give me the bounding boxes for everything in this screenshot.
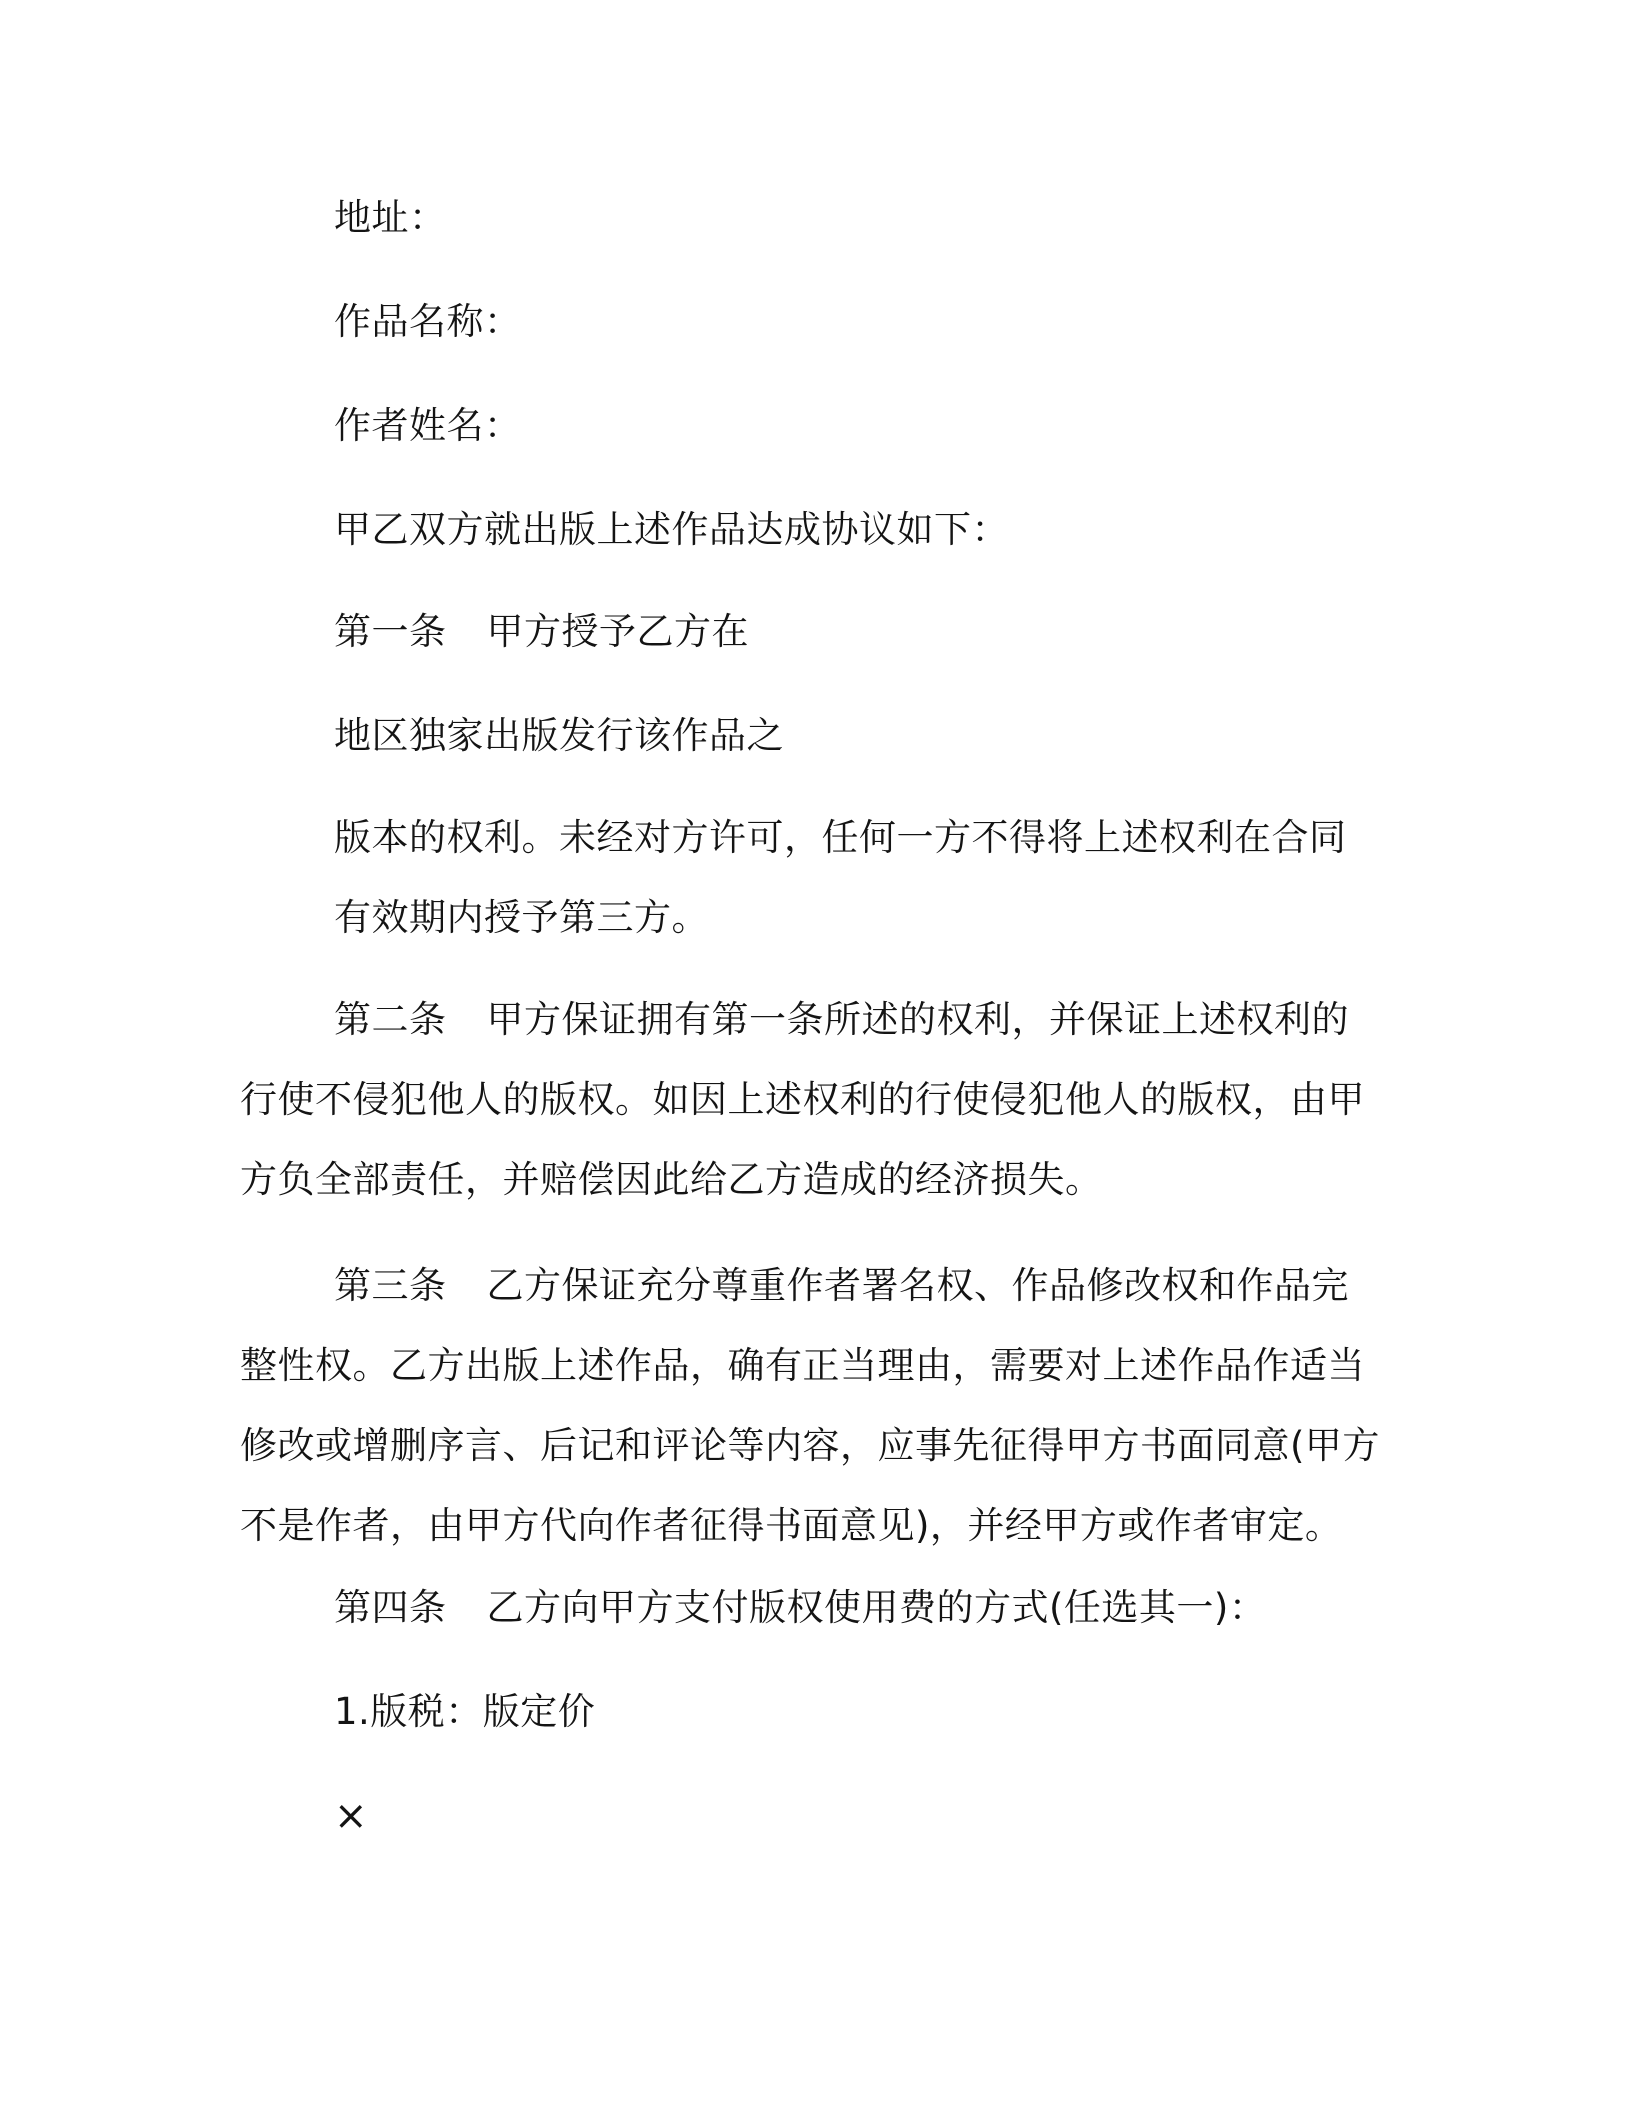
article-1-line-1	[334, 608, 749, 656]
article-4	[334, 1584, 1266, 1632]
article-1-line-2: 地区独家出版发行该作品之	[334, 714, 784, 757]
article-2-text: 甲方保证拥有第一条所述的权利，并保证上述权利的行使不侵犯他人的版权。如因上述权利的行使侵犯他人的版权，由甲方负全部责任，并赔偿因此给乙方造成的经济损失。	[240, 998, 1365, 1201]
article-1-line-3	[240, 798, 1380, 958]
article-3-heading: 第三条	[334, 1264, 447, 1307]
multiply-sign: ×	[334, 1793, 368, 1839]
article-2	[240, 980, 1380, 1220]
article-1-heading: 第一条	[334, 610, 447, 653]
work-title-label: 作品名称：	[334, 300, 522, 343]
article-3-text: 乙方保证充分尊重作者署名权、作品修改权和作品完整性权。乙方出版上述作品，确有正当理由，需要对上述作品作适当修改或增删序言、后记和评论等内容，应事先征得甲方书面同意(甲方不是作者，由甲方代向作者征得书面意见)，并经甲方或作者审定。	[240, 1264, 1380, 1547]
author-name-label: 作者姓名：	[334, 404, 522, 447]
agreement-intro: 甲乙双方就出版上述作品达成协议如下：	[334, 508, 1009, 551]
article-2-heading: 第二条	[334, 998, 447, 1041]
address-label: 地址：	[334, 196, 447, 239]
article-3	[240, 1246, 1380, 1566]
article-4-text: 乙方向甲方支付版权使用费的方式(任选其一)：	[486, 1586, 1267, 1629]
article-1-text-1: 甲方授予乙方在	[486, 610, 749, 653]
article-4-heading: 第四条	[334, 1586, 447, 1629]
article-1-text-3: 版本的权利。未经对方许可，任何一方不得将上述权利在合同有效期内授予第三方。	[334, 816, 1347, 939]
royalty-item: 1.版税：版定价	[334, 1690, 596, 1733]
